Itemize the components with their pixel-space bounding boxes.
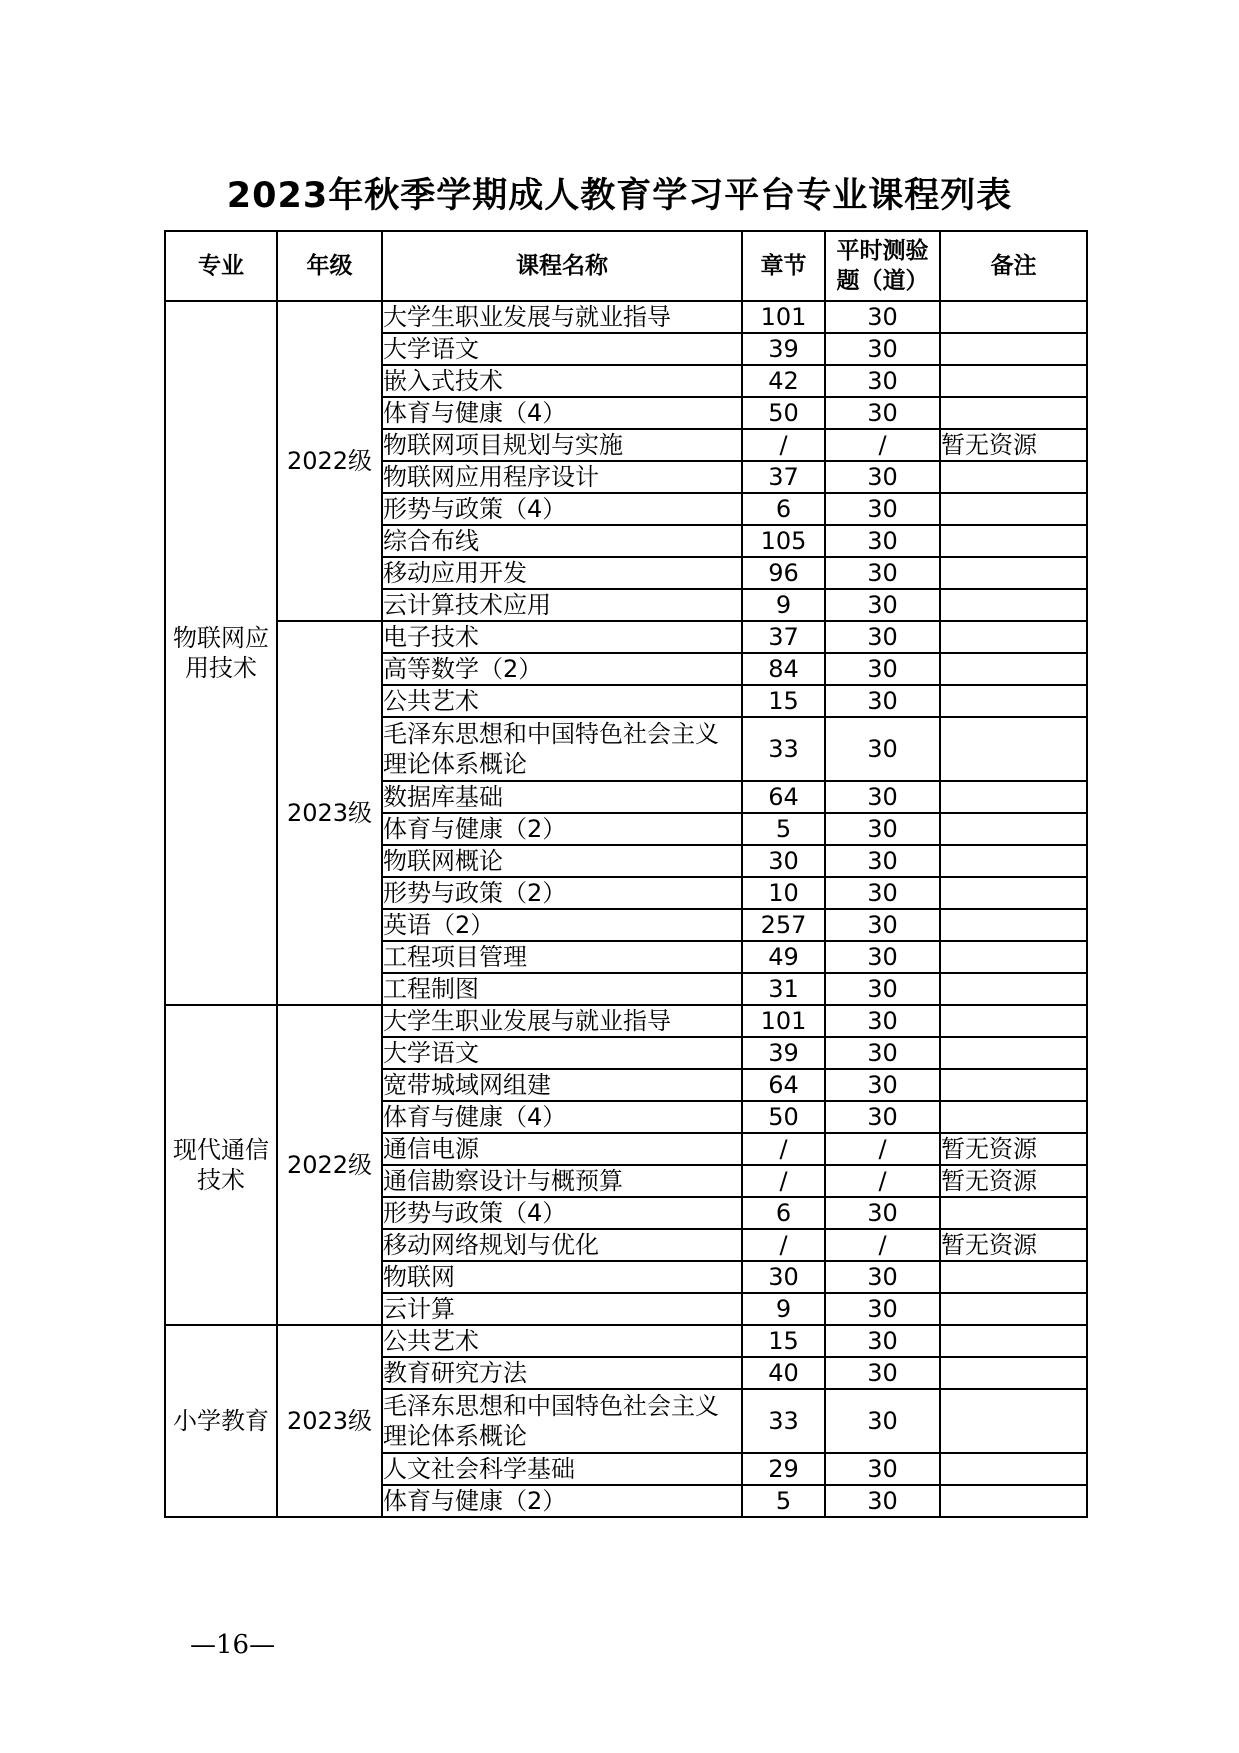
course-name-cell: 大学生职业发展与就业指导: [382, 301, 742, 333]
quiz-count-cell: 30: [825, 1261, 940, 1293]
header-chapters: 章节: [742, 231, 825, 301]
table-row: [165, 1325, 1087, 1357]
course-name-cell: 毛泽东思想和中国特色社会主义理论体系概论: [382, 717, 742, 781]
note-cell: [940, 621, 1087, 653]
quiz-count-cell: 30: [825, 909, 940, 941]
chapters-cell: 30: [742, 845, 825, 877]
quiz-count-cell: 30: [825, 1357, 940, 1389]
quiz-count-cell: 30: [825, 1037, 940, 1069]
note-cell: [940, 781, 1087, 813]
quiz-count-cell: 30: [825, 1293, 940, 1325]
course-name-cell: 大学语文: [382, 333, 742, 365]
quiz-count-cell: 30: [825, 333, 940, 365]
quiz-count-cell: 30: [825, 941, 940, 973]
note-cell: [940, 1197, 1087, 1229]
quiz-count-cell: /: [825, 1229, 940, 1261]
quiz-count-cell: 30: [825, 1101, 940, 1133]
quiz-count-cell: /: [825, 1165, 940, 1197]
course-name-cell: 移动网络规划与优化: [382, 1229, 742, 1261]
chapters-cell: 33: [742, 1389, 825, 1453]
course-name-cell: 物联网应用程序设计: [382, 461, 742, 493]
grade-cell: 2022级: [277, 1005, 382, 1325]
quiz-count-cell: 30: [825, 557, 940, 589]
course-name-cell: 嵌入式技术: [382, 365, 742, 397]
grade-cell: 2023级: [277, 1325, 382, 1517]
note-cell: 暂无资源: [940, 1229, 1087, 1261]
chapters-cell: 37: [742, 621, 825, 653]
course-name-cell: 体育与健康（2）: [382, 1485, 742, 1517]
note-cell: [940, 1453, 1087, 1485]
chapters-cell: 101: [742, 301, 825, 333]
chapters-cell: 33: [742, 717, 825, 781]
table-row: [165, 621, 1087, 653]
chapters-cell: 64: [742, 1069, 825, 1101]
quiz-count-cell: 30: [825, 365, 940, 397]
quiz-count-cell: 30: [825, 301, 940, 333]
course-name-cell: 教育研究方法: [382, 1357, 742, 1389]
note-cell: [940, 941, 1087, 973]
course-name-cell: 体育与健康（4）: [382, 397, 742, 429]
quiz-count-cell: 30: [825, 1389, 940, 1453]
quiz-count-cell: 30: [825, 781, 940, 813]
chapters-cell: 5: [742, 813, 825, 845]
course-name-cell: 物联网: [382, 1261, 742, 1293]
note-cell: [940, 845, 1087, 877]
major-cell: 物联网应用技术: [165, 301, 277, 1005]
quiz-count-cell: 30: [825, 493, 940, 525]
chapters-cell: 5: [742, 1485, 825, 1517]
course-name-cell: 通信电源: [382, 1133, 742, 1165]
chapters-cell: /: [742, 1229, 825, 1261]
quiz-count-cell: 30: [825, 525, 940, 557]
note-cell: [940, 1005, 1087, 1037]
note-cell: [940, 1357, 1087, 1389]
course-name-cell: 大学生职业发展与就业指导: [382, 1005, 742, 1037]
header-course-name: 课程名称: [382, 231, 742, 301]
note-cell: [940, 1293, 1087, 1325]
course-name-cell: 综合布线: [382, 525, 742, 557]
course-name-cell: 体育与健康（2）: [382, 813, 742, 845]
chapters-cell: 101: [742, 1005, 825, 1037]
chapters-cell: 49: [742, 941, 825, 973]
course-name-cell: 形势与政策（4）: [382, 1197, 742, 1229]
quiz-count-cell: 30: [825, 845, 940, 877]
note-cell: [940, 909, 1087, 941]
course-name-cell: 通信勘察设计与概预算: [382, 1165, 742, 1197]
chapters-cell: 105: [742, 525, 825, 557]
note-cell: [940, 1389, 1087, 1453]
quiz-count-cell: 30: [825, 1485, 940, 1517]
note-cell: [940, 525, 1087, 557]
chapters-cell: 15: [742, 685, 825, 717]
note-cell: [940, 1325, 1087, 1357]
quiz-count-cell: 30: [825, 1069, 940, 1101]
quiz-count-cell: /: [825, 1133, 940, 1165]
quiz-count-cell: 30: [825, 589, 940, 621]
note-cell: [940, 397, 1087, 429]
grade-cell: 2022级: [277, 301, 382, 621]
chapters-cell: 6: [742, 493, 825, 525]
note-cell: [940, 1101, 1087, 1133]
quiz-count-cell: /: [825, 429, 940, 461]
quiz-count-cell: 30: [825, 397, 940, 429]
quiz-count-cell: 30: [825, 973, 940, 1005]
course-name-cell: 公共艺术: [382, 685, 742, 717]
note-cell: [940, 653, 1087, 685]
chapters-cell: /: [742, 429, 825, 461]
course-name-cell: 移动应用开发: [382, 557, 742, 589]
chapters-cell: 39: [742, 333, 825, 365]
course-name-cell: 数据库基础: [382, 781, 742, 813]
note-cell: [940, 973, 1087, 1005]
chapters-cell: 64: [742, 781, 825, 813]
chapters-cell: /: [742, 1165, 825, 1197]
table-body: [165, 301, 1087, 1517]
quiz-count-cell: 30: [825, 685, 940, 717]
note-cell: [940, 813, 1087, 845]
chapters-cell: 6: [742, 1197, 825, 1229]
chapters-cell: 15: [742, 1325, 825, 1357]
chapters-cell: 96: [742, 557, 825, 589]
header-note: 备注: [940, 231, 1087, 301]
quiz-count-cell: 30: [825, 717, 940, 781]
chapters-cell: 40: [742, 1357, 825, 1389]
chapters-cell: 42: [742, 365, 825, 397]
note-cell: [940, 717, 1087, 781]
chapters-cell: 37: [742, 461, 825, 493]
table-header: [165, 231, 1087, 301]
note-cell: [940, 557, 1087, 589]
course-name-cell: 物联网概论: [382, 845, 742, 877]
chapters-cell: 39: [742, 1037, 825, 1069]
course-name-cell: 体育与健康（4）: [382, 1101, 742, 1133]
quiz-count-cell: 30: [825, 813, 940, 845]
note-cell: [940, 1485, 1087, 1517]
note-cell: [940, 1261, 1087, 1293]
chapters-cell: 50: [742, 397, 825, 429]
quiz-count-cell: 30: [825, 1197, 940, 1229]
quiz-count-cell: 30: [825, 461, 940, 493]
course-name-cell: 高等数学（2）: [382, 653, 742, 685]
note-cell: [940, 333, 1087, 365]
note-cell: [940, 685, 1087, 717]
table-row: [165, 1005, 1087, 1037]
note-cell: [940, 1069, 1087, 1101]
header-quiz-count: [825, 231, 940, 301]
chapters-cell: 257: [742, 909, 825, 941]
note-cell: 暂无资源: [940, 1133, 1087, 1165]
course-name-cell: 毛泽东思想和中国特色社会主义理论体系概论: [382, 1389, 742, 1453]
major-cell: 现代通信技术: [165, 1005, 277, 1325]
course-name-cell: 人文社会科学基础: [382, 1453, 742, 1485]
note-cell: [940, 493, 1087, 525]
quiz-count-cell: 30: [825, 653, 940, 685]
course-name-cell: 形势与政策（2）: [382, 877, 742, 909]
note-cell: 暂无资源: [940, 429, 1087, 461]
note-cell: 暂无资源: [940, 1165, 1087, 1197]
note-cell: [940, 461, 1087, 493]
header-grade: 年级: [277, 231, 382, 301]
course-name-cell: 公共艺术: [382, 1325, 742, 1357]
note-cell: [940, 1037, 1087, 1069]
course-name-cell: 电子技术: [382, 621, 742, 653]
quiz-count-cell: 30: [825, 1005, 940, 1037]
table-row: [165, 301, 1087, 333]
major-cell: 小学教育: [165, 1325, 277, 1517]
page-number: —16—: [190, 1630, 276, 1660]
header-major: 专业: [165, 231, 277, 301]
header-quiz-line1: 平时测验: [836, 238, 929, 264]
quiz-count-cell: 30: [825, 1325, 940, 1357]
course-name-cell: 英语（2）: [382, 909, 742, 941]
chapters-cell: 30: [742, 1261, 825, 1293]
note-cell: [940, 589, 1087, 621]
quiz-count-cell: 30: [825, 877, 940, 909]
chapters-cell: 31: [742, 973, 825, 1005]
header-quiz-line2: 题（道）: [836, 268, 929, 294]
course-table: [164, 230, 1088, 1518]
quiz-count-cell: 30: [825, 621, 940, 653]
course-name-cell: 大学语文: [382, 1037, 742, 1069]
chapters-cell: /: [742, 1133, 825, 1165]
page-title: 2023年秋季学期成人教育学习平台专业课程列表: [226, 176, 1013, 216]
chapters-cell: 84: [742, 653, 825, 685]
course-name-cell: 物联网项目规划与实施: [382, 429, 742, 461]
note-cell: [940, 365, 1087, 397]
chapters-cell: 10: [742, 877, 825, 909]
course-name-cell: 工程制图: [382, 973, 742, 1005]
course-name-cell: 宽带城域网组建: [382, 1069, 742, 1101]
course-name-cell: 形势与政策（4）: [382, 493, 742, 525]
chapters-cell: 9: [742, 589, 825, 621]
note-cell: [940, 877, 1087, 909]
course-name-cell: 工程项目管理: [382, 941, 742, 973]
course-name-cell: 云计算: [382, 1293, 742, 1325]
chapters-cell: 29: [742, 1453, 825, 1485]
note-cell: [940, 301, 1087, 333]
grade-cell: 2023级: [277, 621, 382, 1005]
chapters-cell: 50: [742, 1101, 825, 1133]
chapters-cell: 9: [742, 1293, 825, 1325]
course-name-cell: 云计算技术应用: [382, 589, 742, 621]
quiz-count-cell: 30: [825, 1453, 940, 1485]
